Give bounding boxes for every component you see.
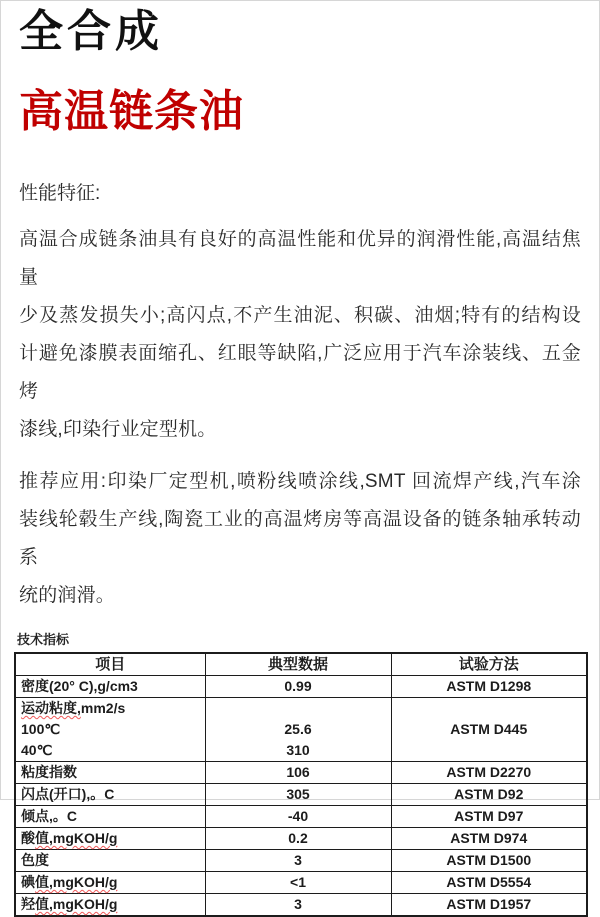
- item-text: 闪点(开口),。C: [21, 786, 115, 802]
- text-line: 装线轮毂生产线,陶瓷工业的高温烤房等高温设备的链条轴承转动系: [19, 509, 581, 568]
- specs-table-caption: 技术指标: [17, 632, 70, 647]
- column-header-item: 项目: [15, 653, 205, 676]
- table-row: [15, 872, 587, 894]
- text-line: 少及蒸发损失小;高闪点,不产生油泥、积碳、油烟;特有的结构设: [19, 305, 581, 326]
- spellcheck-underlined-text: 值,mgKOH/g: [35, 830, 118, 846]
- item-text: 酸: [21, 830, 35, 846]
- item-cell: [15, 806, 205, 828]
- table-row: [15, 828, 587, 850]
- item-cell: [15, 784, 205, 806]
- value-cell: 3: [205, 850, 391, 872]
- item-text: 碘: [21, 874, 35, 890]
- item-cell: [15, 828, 205, 850]
- item-text: 粘度指数: [21, 764, 77, 780]
- value-cell: -40: [205, 806, 391, 828]
- text-line: 高温合成链条油具有良好的高温性能和优异的润滑性能,高温结焦量: [19, 229, 581, 288]
- spellcheck-underlined-text: 值,mgKOH/g: [35, 896, 118, 912]
- table-row: [15, 698, 587, 762]
- specs-table: [14, 652, 588, 917]
- item-cell: [15, 894, 205, 917]
- item-text: 100℃: [21, 721, 61, 737]
- item-text: 40℃: [21, 742, 53, 758]
- text-line: 推荐应用:印染厂定型机,喷粉线喷涂线,SMT 回流焊产线,汽车涂: [19, 471, 581, 492]
- item-text: 倾点,。C: [21, 808, 77, 824]
- value-cell: 25.6 310: [205, 698, 391, 762]
- method-cell: ASTM D2270: [391, 762, 587, 784]
- value-cell: <1: [205, 872, 391, 894]
- table-row: [15, 894, 587, 917]
- item-cell: [15, 676, 205, 698]
- table-row: [15, 676, 587, 698]
- value-cell: 0.99: [205, 676, 391, 698]
- item-cell: [15, 872, 205, 894]
- method-cell: ASTM D1298: [391, 676, 587, 698]
- value-cell: 3: [205, 894, 391, 917]
- table-row: [15, 762, 587, 784]
- spellcheck-underlined-text: 值,mgKOH/g: [35, 874, 118, 890]
- text-line: 统的润滑。: [19, 585, 116, 606]
- value-cell: 305: [205, 784, 391, 806]
- method-cell: ASTM D1500: [391, 850, 587, 872]
- value-cell: 0.2: [205, 828, 391, 850]
- item-text: 密度(20° C),g/cm3: [21, 678, 138, 694]
- performance-heading: 性能特征:: [19, 183, 101, 204]
- column-header-typical-data: 典型数据: [205, 653, 391, 676]
- table-row: [15, 784, 587, 806]
- text-line: 漆线,印染行业定型机。: [19, 419, 217, 440]
- item-text: 色度: [21, 852, 49, 868]
- text-line: 计避免漆膜表面缩孔、红眼等缺陷,广泛应用于汽车涂装线、五金烤: [19, 343, 581, 402]
- method-cell: ASTM D5554: [391, 872, 587, 894]
- performance-paragraph: [19, 221, 581, 449]
- method-cell: ASTM D97: [391, 806, 587, 828]
- table-header-row: [15, 653, 587, 676]
- item-cell: [15, 762, 205, 784]
- value-cell: 106: [205, 762, 391, 784]
- method-cell: ASTM D92: [391, 784, 587, 806]
- method-cell: ASTM D974: [391, 828, 587, 850]
- column-header-test-method: 试验方法: [391, 653, 587, 676]
- item-cell: [15, 850, 205, 872]
- spellcheck-underlined-text: 运动粘度,: [21, 700, 81, 716]
- method-cell: ASTM D445: [391, 698, 587, 762]
- method-cell: ASTM D1957: [391, 894, 587, 917]
- applications-paragraph: [19, 463, 581, 615]
- series-title: 全合成: [19, 7, 163, 56]
- item-text: mm2/s: [80, 700, 126, 716]
- product-title: 高温链条油: [19, 87, 244, 136]
- item-cell: [15, 698, 205, 762]
- item-text: 羟: [21, 896, 35, 912]
- table-row: [15, 806, 587, 828]
- table-row: [15, 850, 587, 872]
